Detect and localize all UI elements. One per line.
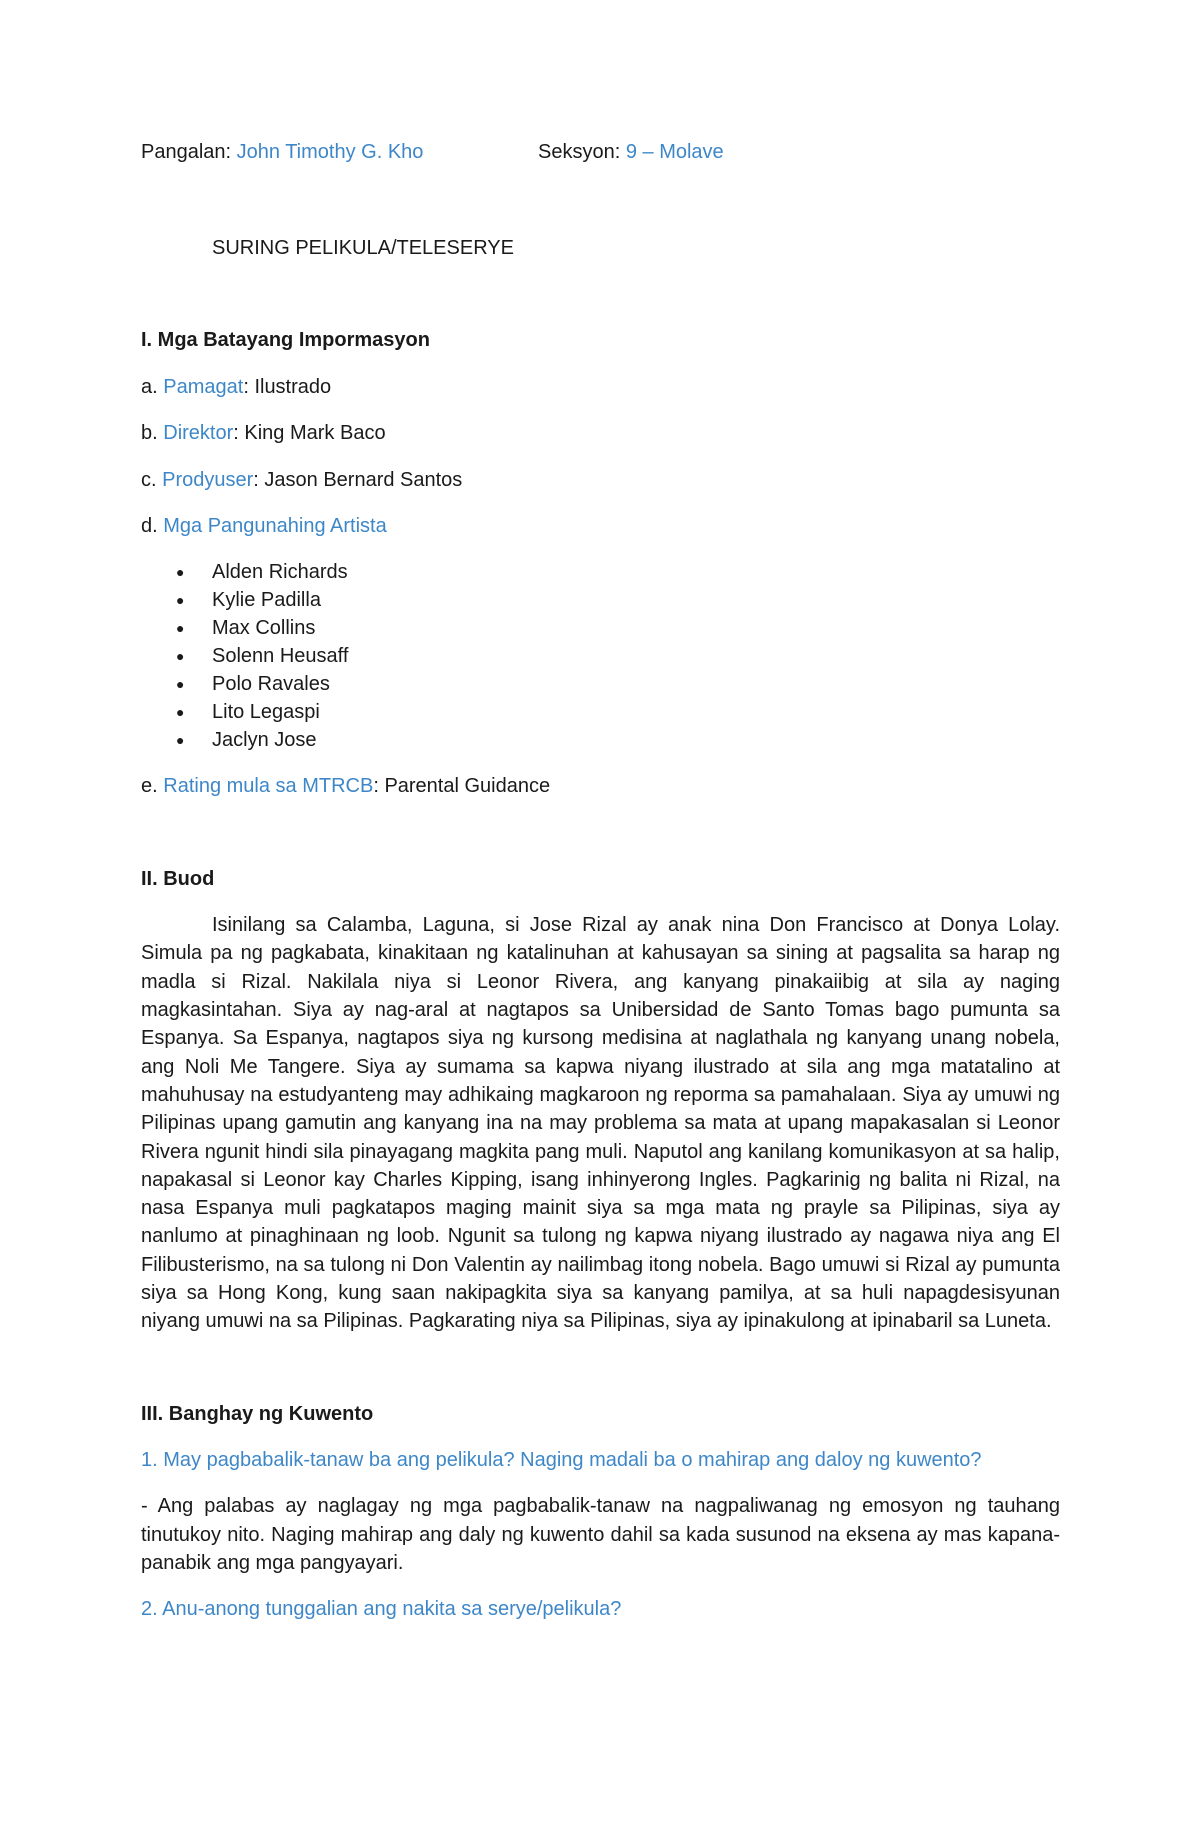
cast-name: Kylie Padilla: [212, 589, 321, 612]
cast-name: Alden Richards: [212, 561, 348, 584]
info-director: b. Direktor: King Mark Baco: [141, 422, 386, 445]
cast-name: Lito Legaspi: [212, 701, 320, 724]
section-value: 9 – Molave: [625, 141, 724, 163]
list-item: [176, 642, 1060, 670]
section-label: Seksyon:: [538, 141, 621, 163]
cast-name: Polo Ravales: [212, 673, 330, 696]
bullet-icon: ●: [176, 620, 185, 637]
info-label: Prodyuser: [162, 468, 254, 491]
section-heading-basic-info: I. Mga Batayang Impormasyon: [141, 329, 430, 352]
bullet-icon: ●: [176, 564, 185, 581]
info-prefix: d.: [141, 514, 158, 537]
cast-name: Max Collins: [212, 617, 316, 640]
summary-paragraph: Isinilang sa Calamba, Laguna, si Jose Rizal ay anak nina Don Francisco at Donya Lolay. Simula pa ng pagkabata, kinakitaan ng katalinuhan at kahusayan sa sining at pagsalita sa harap ng madla si Rizal. Nakilala niya si Leonor Rivera, ang kanyang pinakaiibig at sila ay naging magkasintahan. Siya ay nag-aral at nagtapos sa Unibersidad de Santo Tomas bago pumunta sa Espanya. Sa Espanya, nagtapos siya ng kursong medisina at naglathala ng kanyang unang nobela, ang Noli Me Tangere. Siya ay sumama sa kapwa niyang ilustrado at sila ang mga matatalino at mahuhusay na estudyanteng may adhikaing magkaroon ng reporma sa pamahalaan. Siya ay umuwi ng Pilipinas upang gamutin ang kanyang ina na may problema sa mata at upang mapakasalan si Leonor Rivera ngunit hindi sila pinayagang magkita pang muli. Naputol ang kanilang komunikasyon at sa halip, napakasal si Leonor kay Charles Kipping, isang inhinyerong Ingles. Pagkarinig ng balita ni Rizal, na nasa Espanya muli pagkatapos maging mainit siya sa mga mata ng prayle sa Pilipinas, siya ay nanlumo at pinaghinaan ng loob. Ngunit sa tulong ng kapwa niyang ilustrado ay nagawa niya ang El Filibusterismo, na sa tulong ni Don Valentin ay nailimbag itong nobela. Bago umuwi si Rizal ay pumunta siya sa Hong Kong, kung saan nakipagkita siya sa kanyang pamilya, at sa huli napagdesisyunan niyang umuwi na sa Pilipinas. Pagkarating niya sa Pilipinas, siya ay ipinakulong at ipinabaril sa Luneta.: [141, 914, 1060, 1333]
info-rating: e. Rating mula sa MTRCB: Parental Guidance: [141, 775, 551, 798]
document-title: SURING PELIKULA/TELESERYE: [212, 237, 514, 259]
bullet-icon: ●: [176, 592, 185, 609]
info-value: King Mark Baco: [244, 422, 386, 445]
list-item: [176, 614, 1060, 642]
student-header: [141, 138, 1060, 168]
info-value: Ilustrado: [254, 375, 332, 398]
section-heading-plot: III. Banghay ng Kuwento: [141, 1402, 374, 1425]
name-value: John Timothy G. Kho: [236, 141, 424, 163]
cast-list: [141, 558, 1060, 754]
info-label: Mga Pangunahing Artista: [163, 514, 387, 537]
info-prefix: a.: [141, 375, 158, 398]
bullet-icon: ●: [176, 704, 185, 721]
info-title: a. Pamagat: Ilustrado: [141, 375, 332, 398]
name-field: [141, 138, 423, 166]
section-heading-summary: II. Buod: [141, 867, 215, 890]
list-item: [176, 670, 1060, 698]
question-1: 1. May pagbabalik-tanaw ba ang pelikula? Naging madali ba o mahirap ang daloy ng kuwento?: [141, 1448, 982, 1471]
bullet-icon: ●: [176, 676, 185, 693]
info-prefix: e.: [141, 775, 158, 798]
info-value: Jason Bernard Santos: [264, 468, 463, 491]
info-label: Rating mula sa MTRCB: [163, 775, 374, 798]
question-2: 2. Anu-anong tunggalian ang nakita sa serye/pelikula?: [141, 1598, 622, 1621]
info-producer: c. Prodyuser: Jason Bernard Santos: [141, 468, 463, 491]
info-label: Direktor: [163, 422, 234, 445]
list-item: [176, 586, 1060, 614]
info-cast-heading: [141, 512, 1060, 540]
cast-name: Solenn Heusaff: [212, 645, 349, 668]
document-page: [141, 138, 1060, 1624]
info-prefix: c.: [141, 468, 157, 491]
cast-name: Jaclyn Jose: [212, 729, 317, 752]
info-value: Parental Guidance: [384, 775, 551, 798]
bullet-icon: ●: [176, 648, 185, 665]
info-label: Pamagat: [163, 375, 244, 398]
bullet-icon: ●: [176, 732, 185, 749]
info-prefix: b.: [141, 422, 158, 445]
name-label: Pangalan:: [141, 141, 232, 163]
section-field: [538, 138, 724, 166]
list-item: [176, 726, 1060, 754]
answer-1: - Ang palabas ay naglagay ng mga pagbabalik-tanaw na nagpaliwanag ng emosyon ng tauhang tinutukoy nito. Naging mahirap ang daly ng kuwento dahil sa kada susunod na eksena ay mas kapana-panabik ang mga pangyayari.: [141, 1495, 1060, 1574]
list-item: [176, 698, 1060, 726]
list-item: [176, 558, 1060, 586]
